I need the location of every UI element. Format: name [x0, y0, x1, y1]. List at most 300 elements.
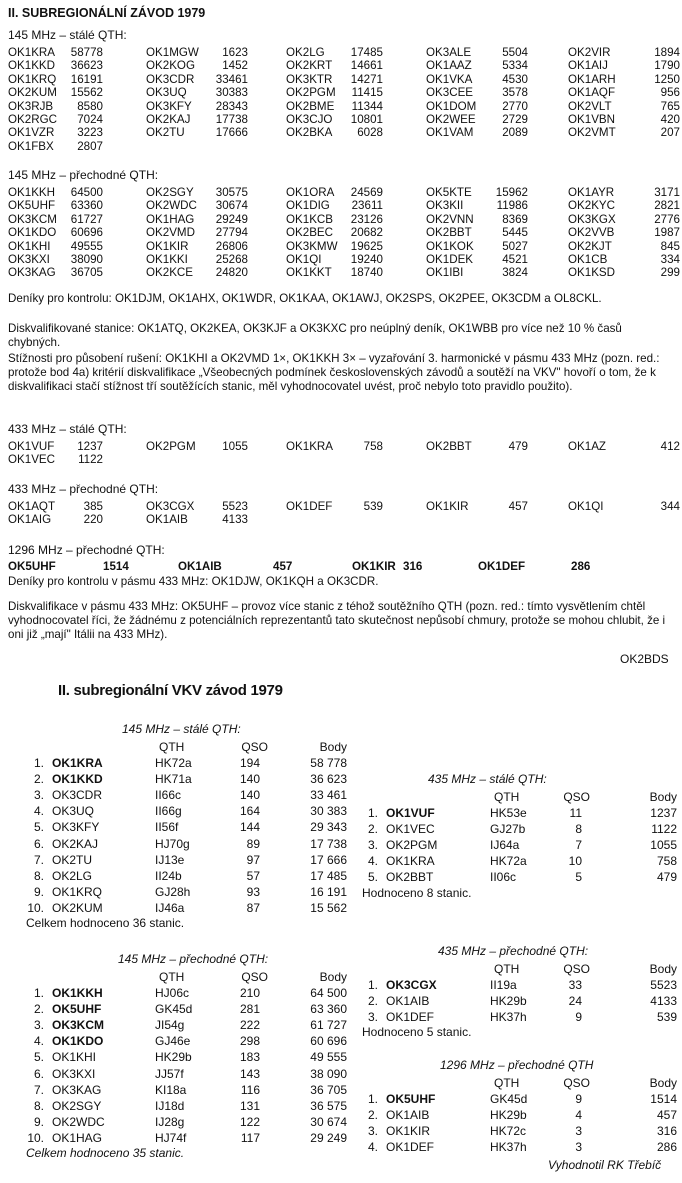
callsign: OK3CGX	[146, 500, 195, 513]
callsign: OK1KRA	[286, 440, 334, 453]
rank: 8.	[33, 1098, 44, 1113]
rank: 4.	[33, 1034, 44, 1049]
callsign: OK1VUF	[386, 806, 435, 820]
callsign: OK1KRQ	[52, 884, 103, 899]
score: 36623	[70, 59, 103, 73]
qso-count: 164	[239, 804, 260, 819]
callsign: OK1VEC	[8, 453, 56, 467]
callsign: OK2SGY	[146, 186, 194, 199]
qso-count: 144	[239, 820, 260, 835]
score: 4133	[222, 513, 248, 527]
callsign: OK3KFY	[52, 820, 100, 835]
callsign: OK1AZ	[568, 440, 607, 453]
callsign: OK2KAJ	[52, 836, 99, 851]
score: 457	[508, 500, 528, 513]
section-1296-header: 1296 MHz – přechodné QTH:	[8, 543, 165, 557]
grid-row	[8, 59, 680, 73]
callsign: OK1DEF	[386, 1140, 435, 1155]
qso-count: 10	[568, 854, 582, 869]
callsign: OK2KUM	[8, 86, 57, 100]
score: 1250	[654, 72, 680, 86]
points: 1122	[651, 822, 677, 837]
qso-count: 143	[239, 1066, 260, 1081]
callsign: OK3CDR	[52, 788, 103, 803]
qth-locator: GJ27b	[490, 822, 526, 837]
qth-locator: HK37h	[490, 1010, 527, 1025]
score: 14271	[350, 72, 383, 86]
callsign: OK3KCM	[52, 1018, 105, 1033]
callsign: OK1AQF	[568, 86, 616, 100]
callsign: OK1KKH	[8, 186, 56, 199]
score: 30575	[215, 186, 248, 199]
rank: 2.	[33, 772, 44, 787]
callsign: OK2KAJ	[146, 113, 191, 126]
column-header-body: Body	[649, 962, 677, 976]
score: 20682	[350, 226, 383, 240]
score: 27794	[215, 226, 248, 240]
callsign: OK3KGX	[568, 212, 616, 226]
callsign: OK2VLT	[568, 99, 612, 113]
score: 4521	[502, 253, 528, 266]
score: 758	[363, 440, 383, 453]
signature: OK2BDS	[620, 652, 669, 666]
score: 60696	[70, 226, 103, 240]
score: 38090	[70, 253, 103, 266]
column-header-qth: QTH	[159, 740, 185, 754]
score: 23126	[350, 212, 383, 226]
score: 17485	[350, 46, 383, 59]
score: 24569	[350, 186, 383, 199]
part1-title: II. SUBREGIONÁLNÍ ZÁVOD 1979	[8, 6, 206, 20]
score: 15962	[495, 186, 528, 199]
qso-count: 116	[240, 1082, 260, 1097]
score: 457	[273, 560, 293, 573]
callsign: OK1AAZ	[426, 59, 472, 73]
score: 539	[363, 500, 383, 513]
qth-locator: JI54g	[155, 1018, 185, 1033]
rank: 5.	[367, 870, 378, 885]
qth-locator: HJ74f	[155, 1130, 187, 1145]
part2-title: II. subregionální VKV závod 1979	[58, 682, 283, 699]
callsign: OK2KUM	[52, 900, 103, 915]
callsign: OK1KIR	[426, 500, 469, 513]
callsign: OK1KHI	[8, 239, 51, 253]
points: 15 562	[310, 900, 347, 915]
callsign: OK5UHF	[8, 199, 56, 213]
callsign: OK1AIB	[178, 560, 222, 573]
callsign: OK1KOK	[426, 239, 474, 253]
rank: 1.	[33, 986, 44, 1000]
grid-row	[8, 500, 680, 514]
points: 61 727	[310, 1018, 347, 1033]
callsign: OK1KIR	[146, 239, 189, 253]
score: 765	[660, 99, 680, 113]
score: 2729	[502, 113, 528, 126]
callsign: OK1MGW	[146, 46, 199, 59]
score: 385	[83, 500, 103, 513]
score: 3824	[502, 266, 528, 280]
qso-count: 7	[575, 838, 582, 853]
points: 479	[656, 870, 677, 885]
qso-count: 117	[240, 1130, 260, 1145]
points: 33 461	[310, 788, 347, 803]
grid-row	[8, 186, 680, 200]
rank: 6.	[33, 836, 44, 851]
rank: 2.	[367, 822, 378, 837]
score: 11415	[351, 86, 383, 100]
callsign: OK1DEF	[478, 560, 526, 573]
score: 23611	[351, 199, 383, 213]
grid-row	[8, 453, 680, 467]
callsign: OK1DEF	[286, 500, 333, 513]
score: 5027	[502, 239, 528, 253]
callsign: OK2KJT	[568, 239, 612, 253]
callsign: OK1FBX	[8, 139, 54, 153]
section-433-prechodne-header: 433 MHz – přechodné QTH:	[8, 482, 159, 496]
qth-locator: II56f	[155, 820, 179, 835]
table-title: 145 MHz – stálé QTH:	[122, 722, 241, 736]
qso-count: 122	[239, 1114, 260, 1129]
callsign: OK1HAG	[52, 1130, 103, 1145]
callsign: OK1KIR	[386, 1124, 431, 1139]
callsign: OK1KRA	[8, 46, 56, 59]
callsign: OK2KOG	[146, 59, 195, 73]
qth-locator: HK72c	[490, 1124, 527, 1139]
callsign: OK2TU	[146, 126, 185, 140]
qso-count: 131	[239, 1098, 260, 1113]
qso-count: 8	[575, 822, 582, 837]
callsign: OK2WDC	[52, 1114, 105, 1129]
score: 1987	[654, 226, 680, 240]
score: 299	[660, 266, 680, 280]
callsign: OK1KKD	[8, 59, 56, 73]
callsign: OK2VMT	[568, 126, 616, 140]
callsign: OK1KKI	[146, 253, 188, 266]
qso-count: 140	[239, 772, 260, 787]
callsign: OK5UHF	[8, 560, 56, 573]
callsign: OK3CEE	[426, 86, 474, 100]
grid-row	[8, 100, 680, 114]
qth-locator: KI18a	[155, 1082, 187, 1097]
score: 5445	[502, 226, 528, 240]
callsign: OK2BBT	[386, 870, 434, 885]
callsign: OK1ORA	[286, 186, 335, 199]
callsign: OK1VAM	[426, 126, 474, 140]
table-footer: Celkem hodnoceno 36 stanic.	[26, 916, 185, 930]
qth-locator: HK72a	[155, 756, 192, 770]
callsign: OK5KTE	[426, 186, 472, 199]
callsign: OK2RGC	[8, 113, 57, 126]
callsign: OK1KHI	[52, 1050, 97, 1065]
column-header-qso: QSO	[241, 740, 268, 754]
score: 16191	[70, 72, 103, 86]
callsign: OK1AIB	[386, 994, 430, 1009]
callsign: OK3ALE	[426, 46, 472, 59]
score: 412	[660, 440, 680, 453]
callsign: OK2PGM	[286, 86, 336, 100]
callsign: OK1DOM	[426, 99, 477, 113]
column-header-qth: QTH	[494, 1076, 520, 1090]
qth-locator: HK29b	[490, 1108, 527, 1123]
rank: 2.	[33, 1002, 44, 1017]
table-title: 1296 MHz – přechodné QTH	[440, 1058, 594, 1072]
score: 58778	[70, 46, 103, 59]
rank: 3.	[367, 1124, 378, 1139]
score: 18740	[350, 266, 383, 280]
points: 457	[656, 1108, 677, 1123]
callsign: OK1VBN	[568, 113, 616, 126]
callsign: OK1DIG	[286, 199, 330, 213]
score: 11344	[351, 99, 383, 113]
callsign: OK1AIB	[146, 513, 188, 527]
rank: 10.	[27, 1130, 44, 1145]
callsign: OK2VNN	[426, 212, 474, 226]
score: 1237	[77, 440, 103, 453]
score: 1452	[222, 59, 248, 73]
callsign: OK2PGM	[386, 838, 438, 853]
grid-row	[8, 253, 680, 267]
grid-row	[8, 266, 680, 280]
points: 30 383	[310, 804, 347, 819]
diskvalifikace-433-paragraph: Diskvalifikace v pásmu 433 MHz: OK5UHF – provoz více stanic z téhož soutěžního QTH (pozn. red.: tímto vysvětlením chtěl vyhodnocovatel říci, že žádnému z potenciálních reprezentantů tato skutečnost nepůsobí chmury, protože se mohou chlubit, že i oni již „mají" Itálii na 433 MHz).	[8, 600, 666, 642]
callsign: OK2BME	[286, 99, 335, 113]
qso-count: 298	[239, 1034, 260, 1049]
rank: 10.	[27, 900, 44, 915]
qso-count: 5	[575, 870, 582, 885]
callsign: OK3KII	[426, 199, 464, 213]
callsign: OK2BBT	[426, 226, 472, 240]
section-433-stale-header: 433 MHz – stálé QTH:	[8, 422, 127, 436]
grid-row	[8, 46, 680, 60]
qso-count: 11	[569, 806, 582, 820]
points: 1237	[650, 806, 677, 820]
score: 220	[83, 513, 103, 527]
grid-row	[8, 240, 680, 254]
qso-count: 3	[575, 1124, 582, 1139]
score: 17738	[215, 113, 248, 126]
rank: 3.	[33, 788, 44, 803]
points: 16 191	[310, 884, 347, 899]
qth-locator: GK45d	[155, 1002, 193, 1017]
callsign: OK1KSD	[568, 266, 616, 280]
qth-locator: GJ46e	[155, 1034, 191, 1049]
callsign: OK3KAG	[8, 266, 56, 280]
qso-count: 57	[246, 868, 260, 883]
points: 17 666	[310, 852, 347, 867]
points: 5523	[650, 978, 677, 992]
score: 6028	[357, 126, 383, 140]
score: 11986	[496, 199, 528, 213]
callsign: OK3KAG	[52, 1082, 102, 1097]
callsign: OK1DEF	[386, 1010, 435, 1025]
score: 479	[508, 440, 528, 453]
points: 286	[656, 1140, 677, 1155]
qso-count: 87	[246, 900, 260, 915]
callsign: OK5UHF	[386, 1092, 436, 1106]
grid-row	[8, 513, 680, 527]
column-header-body: Body	[319, 970, 347, 984]
qso-count: 93	[246, 884, 260, 899]
callsign: OK2LG	[286, 46, 325, 59]
qso-count: 210	[239, 986, 260, 1000]
callsign: OK1KKH	[52, 986, 103, 1000]
section-145-stale-header: 145 MHz – stálé QTH:	[8, 28, 127, 42]
points: 29 249	[310, 1130, 347, 1145]
grid-row	[8, 140, 680, 154]
callsign: OK1AIB	[386, 1108, 430, 1123]
points: 1514	[650, 1092, 677, 1106]
score: 3223	[77, 126, 103, 140]
rank: 3.	[367, 1010, 378, 1025]
column-header-qth: QTH	[494, 962, 520, 976]
score: 17666	[215, 126, 248, 140]
score: 845	[660, 239, 680, 253]
qso-count: 9	[575, 1010, 582, 1025]
callsign: OK2WEE	[426, 113, 476, 126]
score: 1122	[78, 453, 103, 467]
points: 36 623	[310, 772, 347, 787]
rank: 3.	[367, 838, 378, 853]
table-footer: Hodnoceno 5 stanic.	[362, 1025, 472, 1040]
qth-locator: II06c	[490, 870, 517, 885]
points: 30 674	[310, 1114, 347, 1129]
score: 28343	[215, 99, 248, 113]
qso-count: 97	[246, 852, 260, 867]
score: 334	[660, 253, 680, 266]
callsign: OK2VMD	[146, 226, 195, 240]
qth-locator: HK29b	[490, 994, 527, 1009]
score: 33461	[215, 72, 248, 86]
score: 24820	[215, 266, 248, 280]
grid-row	[8, 86, 680, 100]
callsign: OK1AIJ	[568, 59, 608, 73]
score: 30674	[215, 199, 248, 213]
grid-row	[8, 113, 680, 127]
callsign: OK3KCM	[8, 212, 57, 226]
qth-locator: GK45d	[490, 1092, 528, 1106]
points: 63 360	[310, 1002, 347, 1017]
qth-locator: II19a	[490, 978, 517, 992]
column-header-qso: QSO	[563, 790, 590, 804]
callsign: OK1CB	[568, 253, 608, 266]
score: 19240	[350, 253, 383, 266]
grid-row	[8, 213, 680, 227]
qth-locator: II66g	[155, 804, 182, 819]
points: 758	[656, 854, 677, 869]
callsign: OK1VKA	[426, 72, 473, 86]
callsign: OK1KIR	[352, 560, 396, 573]
qth-locator: HK72a	[490, 854, 527, 869]
points: 316	[656, 1124, 677, 1139]
points: 17 738	[310, 836, 347, 851]
points: 4133	[650, 994, 677, 1009]
score: 3171	[654, 186, 680, 199]
callsign: OK3KMW	[286, 239, 338, 253]
score: 1055	[222, 440, 248, 453]
score: 1623	[222, 46, 248, 59]
column-header-qth: QTH	[159, 970, 185, 984]
qth-locator: IJ64a	[490, 838, 520, 853]
callsign: OK2BBT	[426, 440, 472, 453]
score: 1514	[103, 560, 129, 573]
score: 63360	[70, 199, 103, 213]
table-title: 435 MHz – stálé QTH:	[428, 772, 547, 786]
callsign: OK1VZR	[8, 126, 55, 140]
callsign: OK2LG	[52, 868, 93, 883]
callsign: OK1IBI	[426, 266, 464, 280]
callsign: OK1ARH	[568, 72, 616, 86]
points: 36 575	[310, 1098, 347, 1113]
callsign: OK1QI	[286, 253, 322, 266]
qth-locator: HK29b	[155, 1050, 192, 1065]
qso-count: 140	[239, 788, 260, 803]
points: 38 090	[310, 1066, 347, 1081]
callsign: OK3KFY	[146, 99, 192, 113]
qso-count: 183	[239, 1050, 260, 1065]
score: 5523	[222, 500, 248, 513]
qth-locator: II66c	[155, 788, 182, 803]
score: 10801	[350, 113, 383, 126]
rank: 2.	[367, 1108, 378, 1123]
rank: 7.	[33, 1082, 44, 1097]
score: 3578	[502, 86, 528, 100]
score: 2776	[654, 212, 680, 226]
callsign: OK2BKA	[286, 126, 333, 140]
rank: 4.	[33, 804, 44, 819]
points: 17 485	[310, 868, 347, 883]
callsign: OK3CJO	[286, 113, 333, 126]
score: 4530	[502, 72, 528, 86]
score: 286	[571, 560, 591, 573]
rank: 2.	[367, 994, 378, 1009]
rank: 1.	[367, 978, 378, 992]
rank: 8.	[33, 868, 44, 883]
points: 64 500	[310, 986, 347, 1000]
column-header-body: Body	[649, 790, 677, 804]
rank: 5.	[33, 1050, 44, 1065]
qth-locator: HK37h	[490, 1140, 527, 1155]
deniky-433-paragraph: Deníky pro kontrolu v pásmu 433 MHz: OK1DJW, OK1KQH a OK3CDR.	[8, 575, 379, 588]
score: 956	[660, 86, 680, 100]
points: 60 696	[310, 1034, 347, 1049]
score: 316	[403, 560, 423, 573]
table-footer: Hodnoceno 8 stanic.	[362, 885, 472, 900]
callsign: OK2PGM	[146, 440, 196, 453]
score: 207	[660, 126, 680, 140]
callsign: OK1KDO	[52, 1034, 104, 1049]
callsign: OK1KDO	[8, 226, 57, 240]
qth-locator: II24b	[155, 868, 182, 883]
callsign: OK3KTR	[286, 72, 333, 86]
qth-locator: HJ70g	[155, 836, 190, 851]
callsign: OK1QI	[568, 500, 604, 513]
callsign: OK1KRQ	[8, 72, 57, 86]
callsign: OK1HAG	[146, 212, 195, 226]
score: 49555	[70, 239, 103, 253]
callsign: OK1DEK	[426, 253, 474, 266]
score: 420	[660, 113, 680, 126]
qth-locator: IJ13e	[155, 852, 185, 867]
callsign: OK3CGX	[386, 978, 437, 992]
rank: 9.	[33, 1114, 44, 1129]
column-header-qso: QSO	[241, 970, 268, 984]
callsign: OK1KKT	[286, 266, 332, 280]
qso-count: 222	[239, 1018, 260, 1033]
grid-row	[8, 560, 680, 574]
column-header-body: Body	[319, 740, 347, 754]
callsign: OK1KRA	[52, 756, 103, 770]
qso-count: 3	[575, 1140, 582, 1155]
